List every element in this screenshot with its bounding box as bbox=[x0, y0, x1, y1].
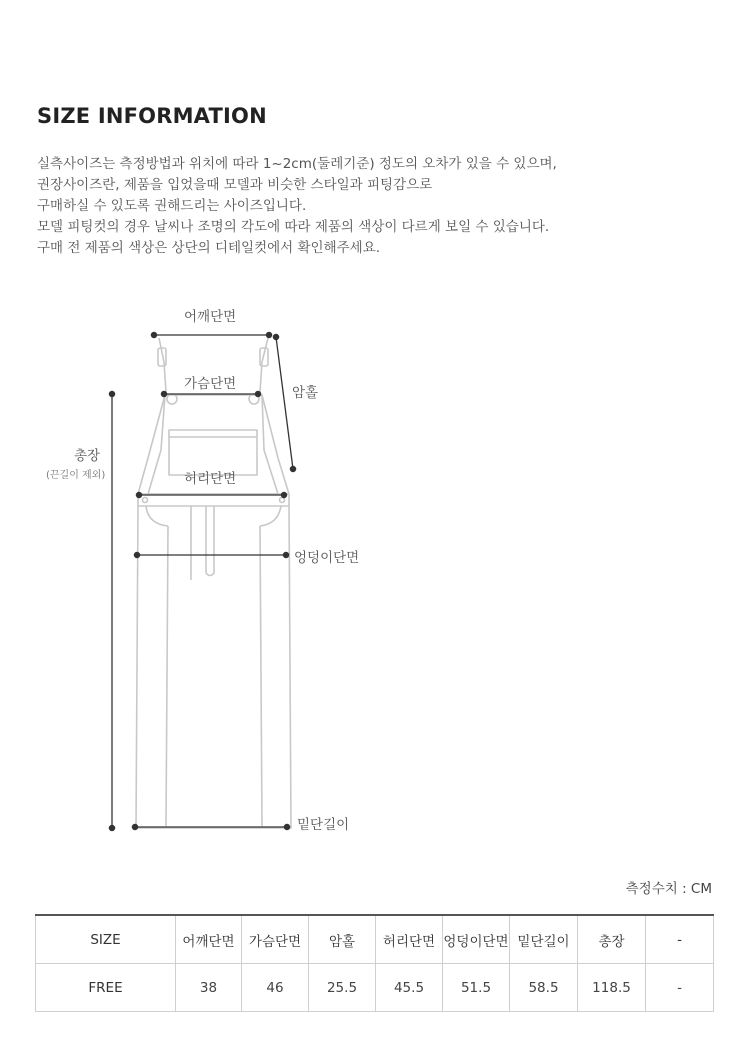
measurement-diagram bbox=[0, 290, 750, 850]
page-title: SIZE INFORMATION bbox=[37, 104, 267, 128]
size-description bbox=[37, 154, 717, 259]
description-line: 구매 전 제품의 색상은 상단의 디테일컷에서 확인해주세요. bbox=[37, 240, 381, 256]
shoulder-label: 어깨단면 bbox=[184, 309, 237, 325]
table-header-cell: 허리단면 bbox=[376, 915, 443, 964]
table-header-row bbox=[36, 915, 714, 964]
table-cell: 118.5 bbox=[578, 964, 646, 1012]
table-cell: 25.5 bbox=[309, 964, 376, 1012]
table-cell: 58.5 bbox=[510, 964, 578, 1012]
length-note: (끈길이 제외) bbox=[46, 470, 106, 481]
hip-label: 엉덩이단면 bbox=[294, 550, 360, 566]
description-line: 실측사이즈는 측정방법과 위치에 따라 1~2cm(둘레기준) 정도의 오차가 있을 수 있으며, bbox=[37, 156, 557, 172]
description-line: 모델 피팅컷의 경우 날씨나 조명의 각도에 따라 제품의 색상이 다르게 보일 수 있습니다. bbox=[37, 219, 550, 235]
table-header-cell: 총장 bbox=[578, 915, 646, 964]
dungaree-outline-icon bbox=[0, 290, 750, 850]
table-cell: 38 bbox=[176, 964, 242, 1012]
table-header-cell: 엉덩이단면 bbox=[443, 915, 510, 964]
table-header-cell: 가슴단면 bbox=[242, 915, 309, 964]
table-header-cell: 암홀 bbox=[309, 915, 376, 964]
table-cell: - bbox=[646, 964, 714, 1012]
description-line: 권장사이즈란, 제품을 입었을때 모델과 비슷한 스타일과 피팅감으로 bbox=[37, 177, 433, 193]
hem-label: 밑단길이 bbox=[297, 817, 350, 833]
chest-label: 가슴단면 bbox=[184, 376, 237, 392]
table-header-cell: 밑단길이 bbox=[510, 915, 578, 964]
table-cell: 46 bbox=[242, 964, 309, 1012]
description-line: 구매하실 수 있도록 권해드리는 사이즈입니다. bbox=[37, 198, 307, 214]
waist-label: 허리단면 bbox=[184, 471, 237, 487]
length-label: 총장 bbox=[74, 448, 101, 464]
size-table bbox=[35, 914, 714, 1012]
table-cell: 51.5 bbox=[443, 964, 510, 1012]
table-row bbox=[36, 964, 714, 1012]
unit-label: 측정수치 : CM bbox=[625, 881, 712, 897]
table-header-cell: - bbox=[646, 915, 714, 964]
table-header-cell: SIZE bbox=[36, 915, 176, 964]
table-header-cell: 어깨단면 bbox=[176, 915, 242, 964]
armhole-label: 암홀 bbox=[292, 385, 319, 401]
table-cell: 45.5 bbox=[376, 964, 443, 1012]
table-cell: FREE bbox=[36, 964, 176, 1012]
